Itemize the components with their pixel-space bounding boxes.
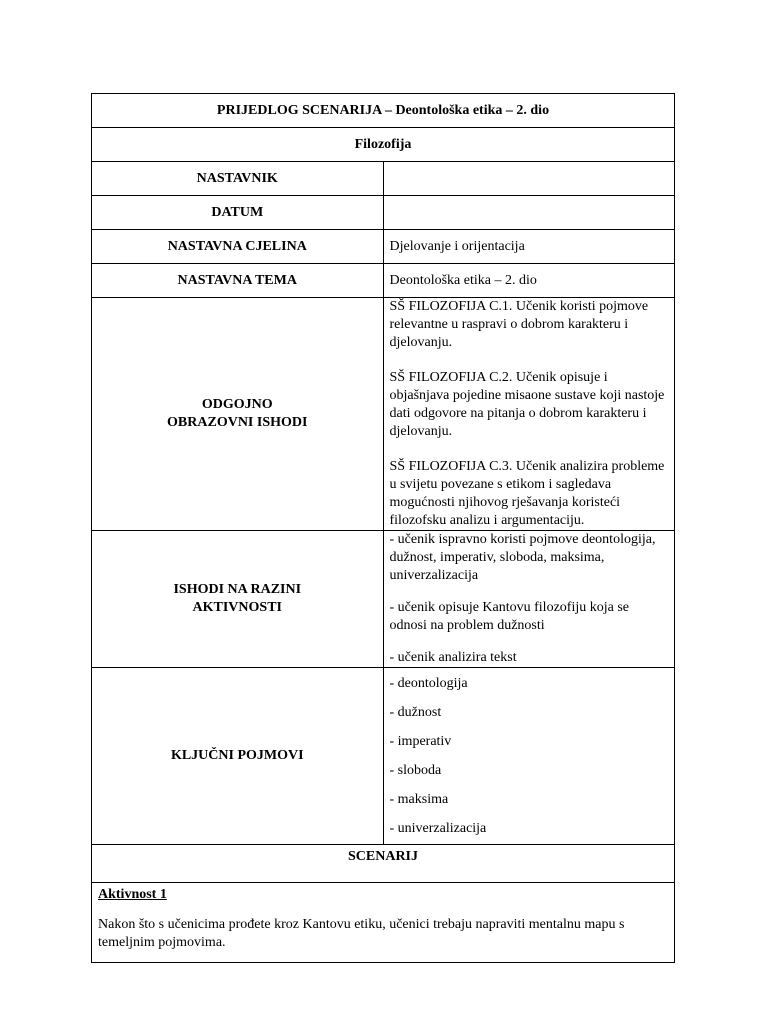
teacher-label: NASTAVNIK — [92, 162, 384, 196]
topic-label: NASTAVNA TEMA — [92, 264, 384, 298]
subject-row — [92, 128, 675, 162]
unit-value: Djelovanje i orijentacija — [383, 230, 675, 264]
activity-outcomes-label — [92, 531, 384, 668]
subject-title: Filozofija — [92, 128, 675, 162]
scenario-body — [92, 883, 675, 963]
scenario-header-row — [92, 845, 675, 883]
scenario-title: SCENARIJ — [92, 845, 675, 883]
key-concept-item: - sloboda — [389, 762, 442, 778]
outcomes-row — [92, 298, 675, 531]
unit-row — [92, 230, 675, 264]
key-concepts-label: KLJUČNI POJMOVI — [92, 668, 384, 845]
outcomes-value — [383, 298, 675, 531]
activity-text: Nakon što s učenicima prođete kroz Kantovu etiku, učenici trebaju napraviti mentalnu mapu s temeljnim pojmovima. — [98, 917, 625, 950]
outcome-c2: SŠ FILOZOFIJA C.2. Učenik opisuje i objašnjava pojedine misaone sustave koji nastoje dati odgovore na pitanja o dobrom karakteru i djelovanju. — [389, 370, 665, 439]
outcome-c1: SŠ FILOZOFIJA C.1. Učenik koristi pojmove relevantne u raspravi o dobrom karakteru i djelovanju. — [389, 299, 649, 350]
outcome-c3: SŠ FILOZOFIJA C.3. Učenik analizira probleme u svijetu povezane s etikom i sagledava mogućnosti njihovog rješavanja koristeći filozofsku analizu i argumentaciju. — [389, 459, 665, 528]
key-concept-item: - dužnost — [389, 704, 442, 720]
activity-outcomes-row — [92, 531, 675, 668]
activity-outcomes-label-line1: ISHODI NA RAZINI — [173, 582, 302, 597]
lesson-plan-table — [91, 93, 675, 963]
unit-label: NASTAVNA CJELINA — [92, 230, 384, 264]
scenario-body-row — [92, 883, 675, 963]
activity-title: Aktivnost 1 — [98, 887, 167, 902]
activity-outcome-item: - učenik ispravno koristi pojmove deontologija, dužnost, imperativ, sloboda, maksima, univerzalizacija — [389, 532, 656, 583]
key-concept-item: - deontologija — [389, 675, 468, 691]
activity-outcomes-value — [383, 531, 675, 668]
key-concepts-value — [383, 668, 675, 845]
outcomes-label-line2: OBRAZOVNI ISHODI — [167, 415, 308, 430]
activity-outcome-item: - učenik opisuje Kantovu filozofiju koja se odnosi na problem dužnosti — [389, 600, 629, 633]
outcomes-label — [92, 298, 384, 531]
teacher-value[interactable] — [383, 162, 675, 196]
date-value[interactable] — [383, 196, 675, 230]
teacher-row — [92, 162, 675, 196]
key-concept-item: - imperativ — [389, 733, 452, 749]
key-concepts-row — [92, 668, 675, 845]
topic-value: Deontološka etika – 2. dio — [383, 264, 675, 298]
outcomes-label-line1: ODGOJNO — [201, 397, 273, 412]
document-title: PRIJEDLOG SCENARIJA – Deontološka etika – 2. dio — [92, 94, 675, 128]
date-label: DATUM — [92, 196, 384, 230]
title-row — [92, 94, 675, 128]
activity-outcomes-label-line2: AKTIVNOSTI — [192, 600, 282, 615]
activity-outcome-item: - učenik analizira tekst — [389, 650, 517, 665]
key-concept-item: - maksima — [389, 791, 449, 807]
key-concept-item: - univerzalizacija — [389, 820, 487, 836]
date-row — [92, 196, 675, 230]
topic-row — [92, 264, 675, 298]
